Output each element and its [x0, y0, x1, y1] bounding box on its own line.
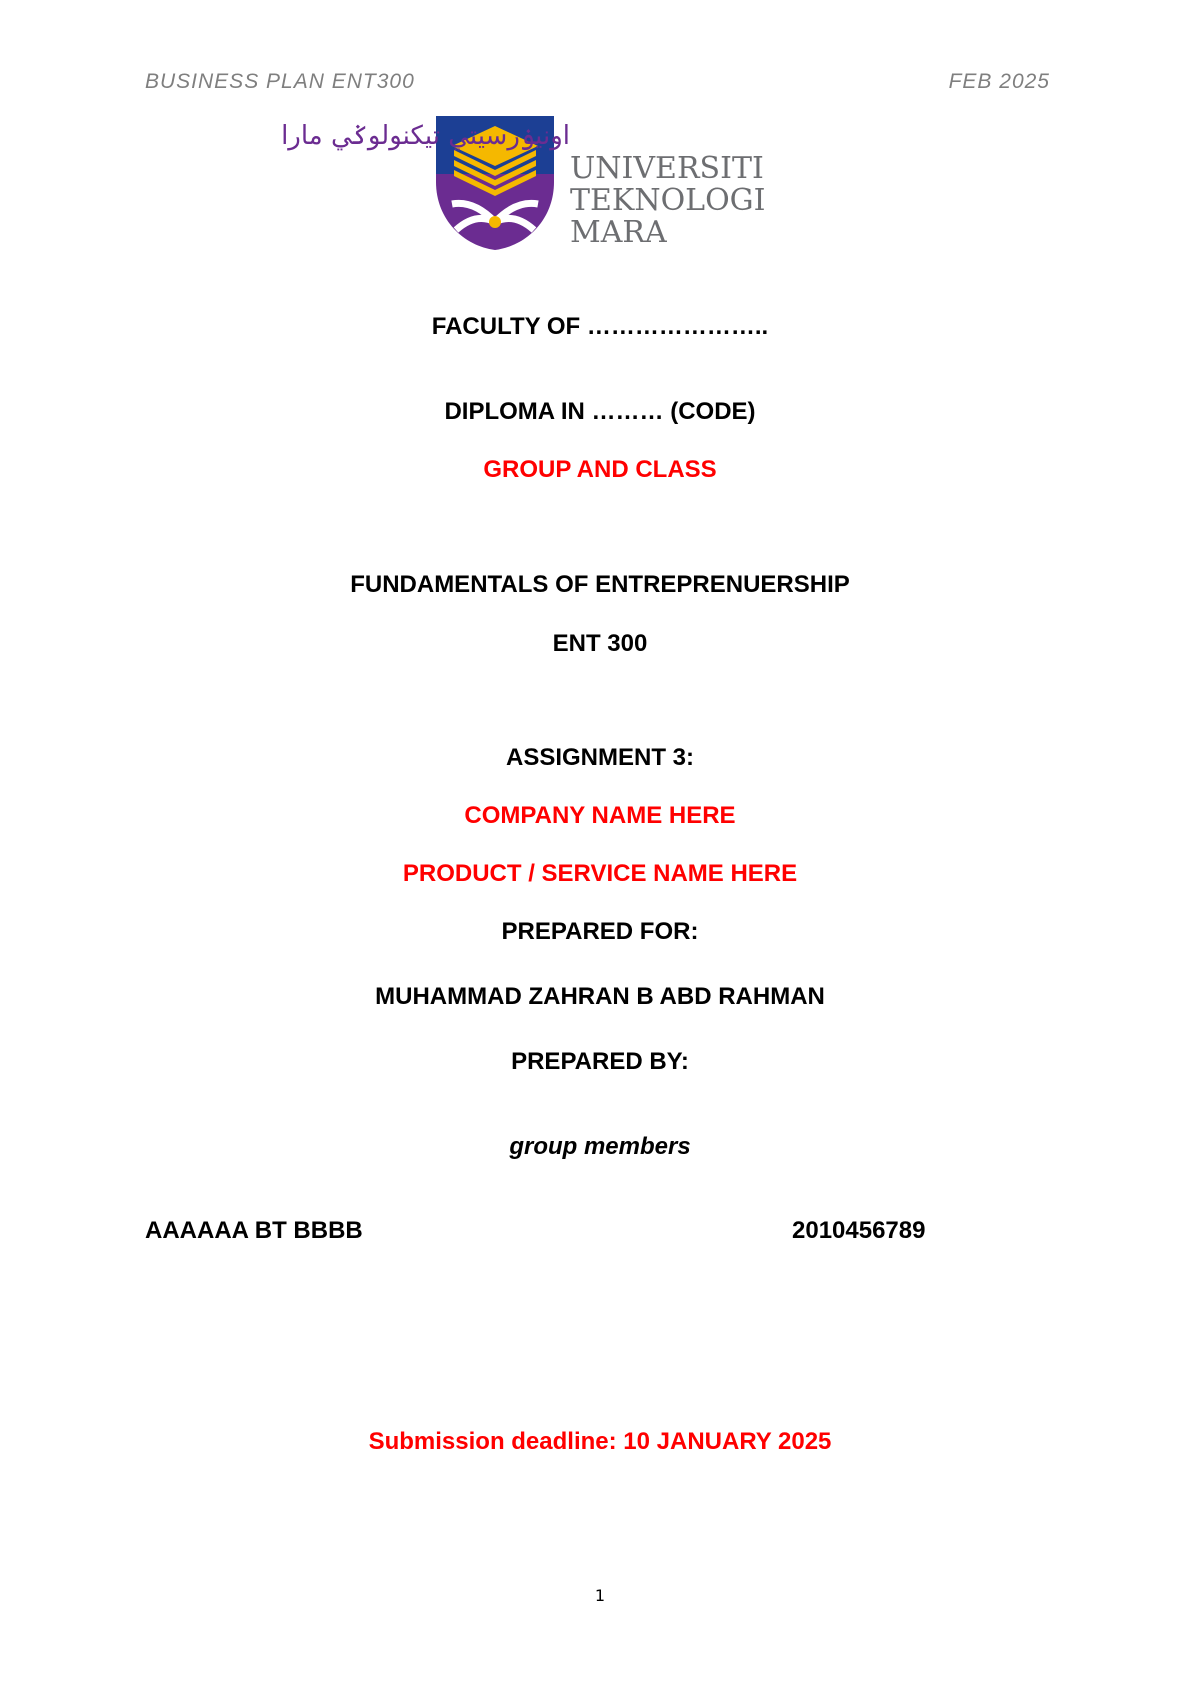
group-members-label: group members: [509, 1133, 691, 1160]
logo-text-line2: TEKNOLOGI: [570, 183, 766, 218]
logo-jawi-text: اونيۏرسيتي تيکنولوݢي مارا: [281, 121, 570, 151]
group-class-line: GROUP AND CLASS: [483, 456, 717, 483]
prepared-by-label: PREPARED BY:: [511, 1048, 689, 1075]
company-name: COMPANY NAME HERE: [464, 802, 736, 829]
product-name: PRODUCT / SERVICE NAME HERE: [402, 860, 798, 887]
assignment-title: ASSIGNMENT 3:: [505, 744, 694, 771]
logo-text-line3: MARA: [570, 215, 667, 250]
page-number: 1: [594, 1586, 606, 1605]
course-code: ENT 300: [552, 630, 648, 657]
logo-text-line1: UNIVERSITI: [570, 151, 764, 186]
member-name: AAAAAA BT BBBB: [145, 1217, 363, 1244]
lecturer-name: MUHAMMAD ZAHRAN B ABD RAHMAN: [375, 983, 825, 1010]
faculty-line: FACULTY OF …………………..: [431, 313, 769, 340]
page-header-right: FEB 2025: [948, 70, 1050, 93]
diploma-line: DIPLOMA IN ……… (CODE): [444, 398, 756, 425]
course-name: FUNDAMENTALS OF ENTREPRENUERSHIP: [350, 571, 850, 598]
page-header-left: BUSINESS PLAN ENT300: [145, 70, 415, 93]
university-logo: [281, 112, 784, 252]
submission-deadline: Submission deadline: 10 JANUARY 2025: [368, 1428, 832, 1455]
prepared-for-label: PREPARED FOR:: [501, 918, 699, 945]
member-id: 2010456789: [792, 1217, 926, 1244]
